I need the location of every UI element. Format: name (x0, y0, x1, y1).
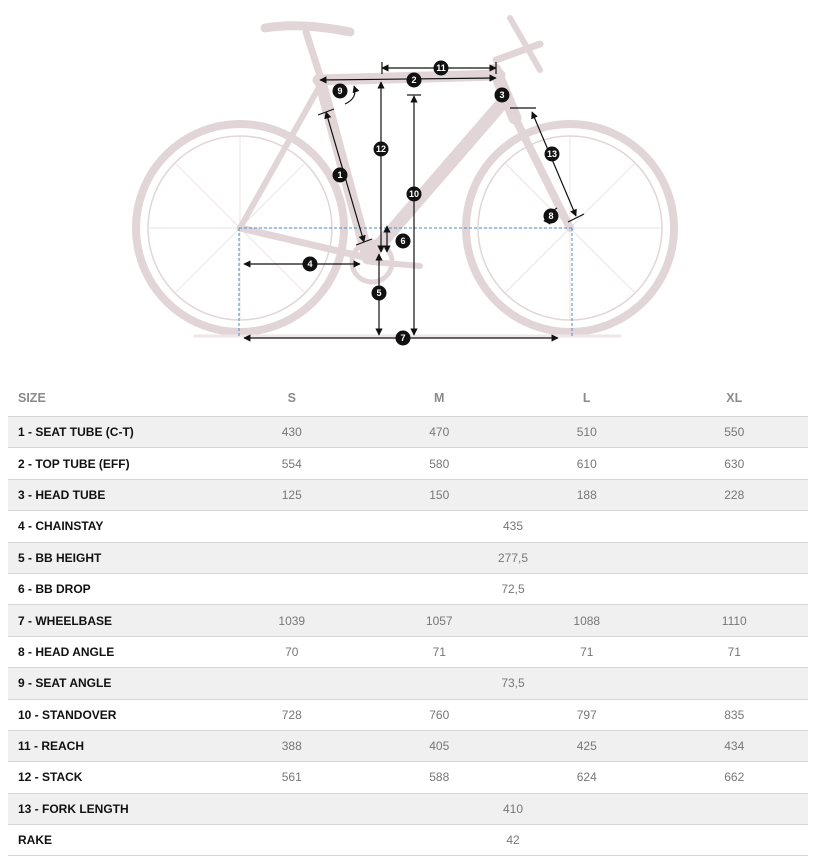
cell-value: 550 (661, 417, 809, 448)
cell-value-all-sizes: 435 (218, 511, 808, 542)
cell-value: 405 (366, 730, 514, 761)
svg-text:11: 11 (436, 63, 446, 74)
cell-value: 150 (366, 479, 514, 510)
cell-value: 125 (218, 479, 366, 510)
row-label: 5 - BB HEIGHT (8, 542, 218, 573)
cell-value: 835 (661, 699, 809, 730)
cell-value: 71 (661, 636, 809, 667)
cell-value: 1039 (218, 605, 366, 636)
cell-value: 425 (513, 730, 661, 761)
geometry-table (8, 380, 808, 856)
cell-value: 1057 (366, 605, 514, 636)
row-label: 11 - REACH (8, 730, 218, 761)
row-label: 7 - WHEELBASE (8, 605, 218, 636)
cell-value: 188 (513, 479, 661, 510)
cell-value: 797 (513, 699, 661, 730)
cell-value-all-sizes: 72,5 (218, 573, 808, 604)
cell-value: 624 (513, 762, 661, 793)
table-row (8, 730, 808, 761)
cell-value: 1088 (513, 605, 661, 636)
table-row (8, 793, 808, 824)
cell-value: 388 (218, 730, 366, 761)
cell-value: 70 (218, 636, 366, 667)
table-row (8, 479, 808, 510)
svg-text:12: 12 (375, 144, 387, 155)
svg-text:3: 3 (499, 90, 505, 101)
header-xl: XL (661, 380, 809, 417)
table-row (8, 573, 808, 604)
cell-value: 760 (366, 699, 514, 730)
row-label: 2 - TOP TUBE (EFF) (8, 448, 218, 479)
table-row (8, 668, 808, 699)
cell-value-all-sizes: 277,5 (218, 542, 808, 573)
header-size: SIZE (8, 380, 218, 417)
svg-text:4: 4 (307, 259, 313, 270)
table-row (8, 417, 808, 448)
row-label: 6 - BB DROP (8, 573, 218, 604)
table-row (8, 448, 808, 479)
header-s: S (218, 380, 366, 417)
cell-value: 630 (661, 448, 809, 479)
table-row (8, 825, 808, 856)
table-row (8, 542, 808, 573)
svg-text:9: 9 (337, 86, 343, 97)
svg-text:10: 10 (408, 189, 420, 200)
svg-text:8: 8 (548, 211, 554, 222)
svg-text:6: 6 (400, 236, 406, 247)
marker-10 (407, 187, 422, 202)
cell-value: 470 (366, 417, 514, 448)
cell-value: 228 (661, 479, 809, 510)
cell-value-all-sizes: 410 (218, 793, 808, 824)
row-label: RAKE (8, 825, 218, 856)
marker-6 (396, 234, 411, 249)
table-body (8, 417, 808, 856)
bike-silhouette (136, 18, 674, 336)
header-m: M (366, 380, 514, 417)
marker-4 (303, 257, 318, 272)
marker-12 (374, 142, 389, 157)
cell-value: 71 (366, 636, 514, 667)
row-label: 4 - CHAINSTAY (8, 511, 218, 542)
svg-text:13: 13 (546, 149, 558, 160)
marker-3 (495, 88, 510, 103)
cell-value: 580 (366, 448, 514, 479)
marker-8 (544, 209, 559, 224)
marker-5 (372, 286, 387, 301)
marker-7 (396, 331, 411, 346)
table-row (8, 636, 808, 667)
cell-value: 434 (661, 730, 809, 761)
cell-value: 510 (513, 417, 661, 448)
svg-text:1: 1 (337, 170, 343, 181)
row-label: 13 - FORK LENGTH (8, 793, 218, 824)
header-l: L (513, 380, 661, 417)
marker-11 (434, 61, 449, 76)
row-label: 1 - SEAT TUBE (C-T) (8, 417, 218, 448)
row-label: 9 - SEAT ANGLE (8, 668, 218, 699)
svg-text:7: 7 (400, 333, 406, 344)
svg-text:5: 5 (376, 288, 382, 299)
svg-text:2: 2 (411, 75, 417, 86)
table-row (8, 699, 808, 730)
table-row (8, 511, 808, 542)
table-header-row (8, 380, 808, 417)
cell-value: 662 (661, 762, 809, 793)
bike-geometry-diagram (0, 0, 814, 360)
cell-value: 430 (218, 417, 366, 448)
cell-value-all-sizes: 73,5 (218, 668, 808, 699)
row-label: 3 - HEAD TUBE (8, 479, 218, 510)
row-label: 10 - STANDOVER (8, 699, 218, 730)
marker-9 (333, 84, 348, 99)
cell-value: 554 (218, 448, 366, 479)
cell-value: 71 (513, 636, 661, 667)
marker-13 (545, 147, 560, 162)
cell-value-all-sizes: 42 (218, 825, 808, 856)
cell-value: 728 (218, 699, 366, 730)
row-label: 8 - HEAD ANGLE (8, 636, 218, 667)
cell-value: 1110 (661, 605, 809, 636)
marker-2 (407, 73, 422, 88)
cell-value: 610 (513, 448, 661, 479)
marker-1 (333, 168, 348, 183)
table-row (8, 605, 808, 636)
cell-value: 588 (366, 762, 514, 793)
table-row (8, 762, 808, 793)
cell-value: 561 (218, 762, 366, 793)
row-label: 12 - STACK (8, 762, 218, 793)
